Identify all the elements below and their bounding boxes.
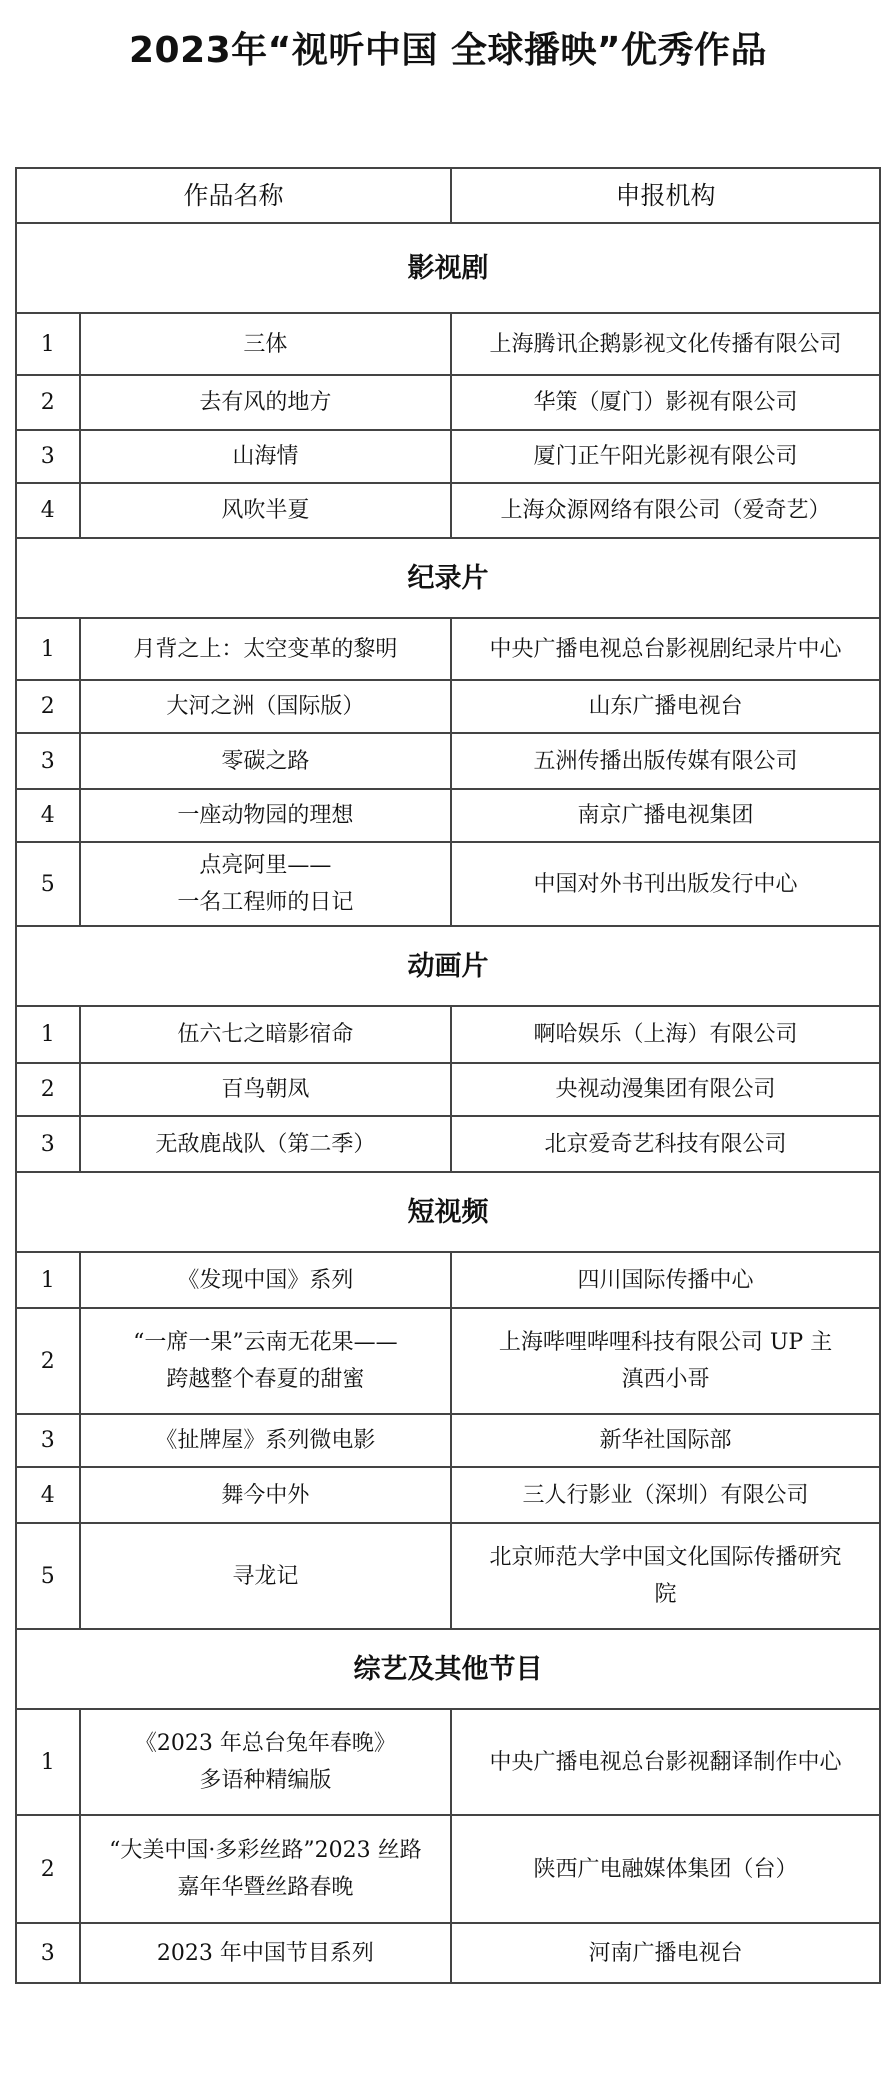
organization-line: 河南广播电视台 [588,1940,743,1966]
work-title-line: 多语种精编版 [199,1768,332,1793]
work-title [80,733,451,789]
table-row [16,1116,880,1172]
row-number: 1 [16,313,80,375]
organization [451,1006,880,1063]
work-title [80,1815,451,1923]
organization [451,1414,880,1467]
work-title [80,1414,451,1467]
section-title: 短视频 [16,1172,880,1252]
row-number: 1 [16,1252,80,1308]
table-row [16,1923,880,1983]
row-number: 3 [16,733,80,789]
work-title-line: 2023 年中国节目系列 [156,1940,374,1966]
table-row [16,375,880,430]
organization [451,1709,880,1815]
header-org: 申报机构 [451,168,880,223]
table-row [16,1523,880,1629]
organization-line: 五洲传播出版传媒有限公司 [533,748,798,774]
work-title-line: 一名工程师的日记 [177,890,354,915]
organization [451,1523,880,1629]
row-number: 5 [16,1523,80,1629]
row-number: 2 [16,1063,80,1116]
work-title-line: 去有风的地方 [199,390,332,415]
row-number: 2 [16,375,80,430]
organization [451,789,880,842]
works-table [15,167,881,1984]
section-title: 综艺及其他节目 [16,1629,880,1709]
table-body [16,223,880,1983]
row-number: 3 [16,430,80,483]
work-title-line: 舞今中外 [221,1482,310,1508]
organization-line: 厦门正午阳光影视有限公司 [533,444,798,469]
table-row [16,842,880,926]
organization-line: 上海哔哩哔哩科技有限公司 UP 主 [498,1330,833,1355]
organization-line: 陕西广电融媒体集团（台） [533,1856,798,1882]
organization-line: 滇西小哥 [621,1367,710,1392]
organization [451,1923,880,1983]
row-number: 4 [16,789,80,842]
work-title [80,483,451,538]
organization-line: 院 [654,1582,677,1607]
work-title [80,1006,451,1063]
work-title [80,313,451,375]
organization-line: 上海腾讯企鹅影视文化传播有限公司 [489,331,842,357]
table-row [16,789,880,842]
row-number: 3 [16,1923,80,1983]
organization [451,430,880,483]
organization-line: 四川国际传播中心 [577,1267,754,1293]
organization [451,375,880,430]
organization [451,1252,880,1308]
work-title-line: 《2023 年总台兔年春晚》 [134,1731,396,1756]
table-row [16,1252,880,1308]
work-title-line: 伍六七之暗影宿命 [177,1022,354,1047]
organization-line: 北京师范大学中国文化国际传播研究 [489,1545,842,1570]
organization [451,1063,880,1116]
organization [451,1815,880,1923]
work-title [80,1252,451,1308]
row-number: 1 [16,618,80,680]
section-row [16,1172,880,1252]
row-number: 1 [16,1709,80,1815]
row-number: 2 [16,1815,80,1923]
row-number: 3 [16,1116,80,1172]
organization-line: 南京广播电视集团 [577,803,754,828]
work-title [80,1116,451,1172]
organization [451,1308,880,1414]
table-row [16,1063,880,1116]
work-title-line: 三体 [243,331,288,357]
work-title [80,1923,451,1983]
work-title-line: 无敌鹿战队（第二季） [155,1131,376,1157]
work-title-line: “一席一果”云南无花果—— [133,1330,398,1355]
table-header-row [16,168,880,223]
organization-line: 华策（厦门）影视有限公司 [533,390,798,415]
header-name: 作品名称 [16,168,451,223]
work-title-line: 大河之洲（国际版） [166,694,365,719]
row-number: 2 [16,1308,80,1414]
work-title [80,1063,451,1116]
table-row [16,483,880,538]
work-title-line: 点亮阿里—— [199,853,332,878]
row-number: 2 [16,680,80,733]
work-title [80,430,451,483]
work-title-line: 月背之上：太空变革的黎明 [133,636,398,662]
organization-line: 央视动漫集团有限公司 [555,1077,776,1102]
work-title [80,1467,451,1523]
organization-line: 山东广播电视台 [588,694,743,719]
work-title-line: 一座动物园的理想 [177,803,354,828]
organization [451,618,880,680]
work-title-line: “大美中国·多彩丝路”2023 丝路 [109,1838,422,1863]
organization [451,680,880,733]
section-row [16,223,880,313]
work-title-line: 嘉年华暨丝路春晚 [177,1875,354,1900]
work-title-line: 山海情 [232,444,299,469]
row-number: 4 [16,483,80,538]
organization [451,313,880,375]
table-row [16,618,880,680]
table-row [16,1815,880,1923]
organization-line: 北京爱奇艺科技有限公司 [544,1131,787,1157]
organization-line: 中国对外书刊出版发行中心 [533,871,798,897]
table-row [16,733,880,789]
row-number: 3 [16,1414,80,1467]
work-title-line: 《扯牌屋》系列微电影 [155,1428,376,1453]
organization-line: 上海众源网络有限公司（爱奇艺） [500,498,831,523]
work-title [80,680,451,733]
organization [451,1116,880,1172]
work-title [80,1709,451,1815]
organization-line: 啊哈娱乐（上海）有限公司 [533,1022,798,1047]
table-row [16,680,880,733]
work-title [80,1308,451,1414]
work-title [80,789,451,842]
organization-line: 新华社国际部 [599,1428,732,1453]
section-title: 动画片 [16,926,880,1006]
table-row [16,430,880,483]
section-row [16,1629,880,1709]
work-title [80,618,451,680]
section-title: 影视剧 [16,223,880,313]
organization [451,483,880,538]
row-number: 5 [16,842,80,926]
work-title [80,1523,451,1629]
organization [451,842,880,926]
section-row [16,926,880,1006]
section-row [16,538,880,618]
work-title-line: 寻龙记 [232,1563,299,1589]
table-row [16,1308,880,1414]
table-row [16,313,880,375]
work-title [80,375,451,430]
organization-line: 中央广播电视总台影视翻译制作中心 [489,1749,842,1775]
row-number: 4 [16,1467,80,1523]
table-row [16,1414,880,1467]
work-title-line: 风吹半夏 [221,498,310,523]
work-title-line: 百鸟朝凤 [221,1077,310,1102]
work-title-line: 《发现中国》系列 [177,1267,354,1293]
section-title: 纪录片 [16,538,880,618]
work-title [80,842,451,926]
work-title-line: 跨越整个春夏的甜蜜 [166,1367,365,1392]
table-row [16,1006,880,1063]
table-row [16,1709,880,1815]
organization-line: 中央广播电视总台影视剧纪录片中心 [489,636,842,662]
organization [451,733,880,789]
table-row [16,1467,880,1523]
page-title: 2023年“视听中国 全球播映”优秀作品 [128,30,768,71]
organization-line: 三人行影业（深圳）有限公司 [522,1482,809,1508]
organization [451,1467,880,1523]
row-number: 1 [16,1006,80,1063]
work-title-line: 零碳之路 [221,748,310,774]
